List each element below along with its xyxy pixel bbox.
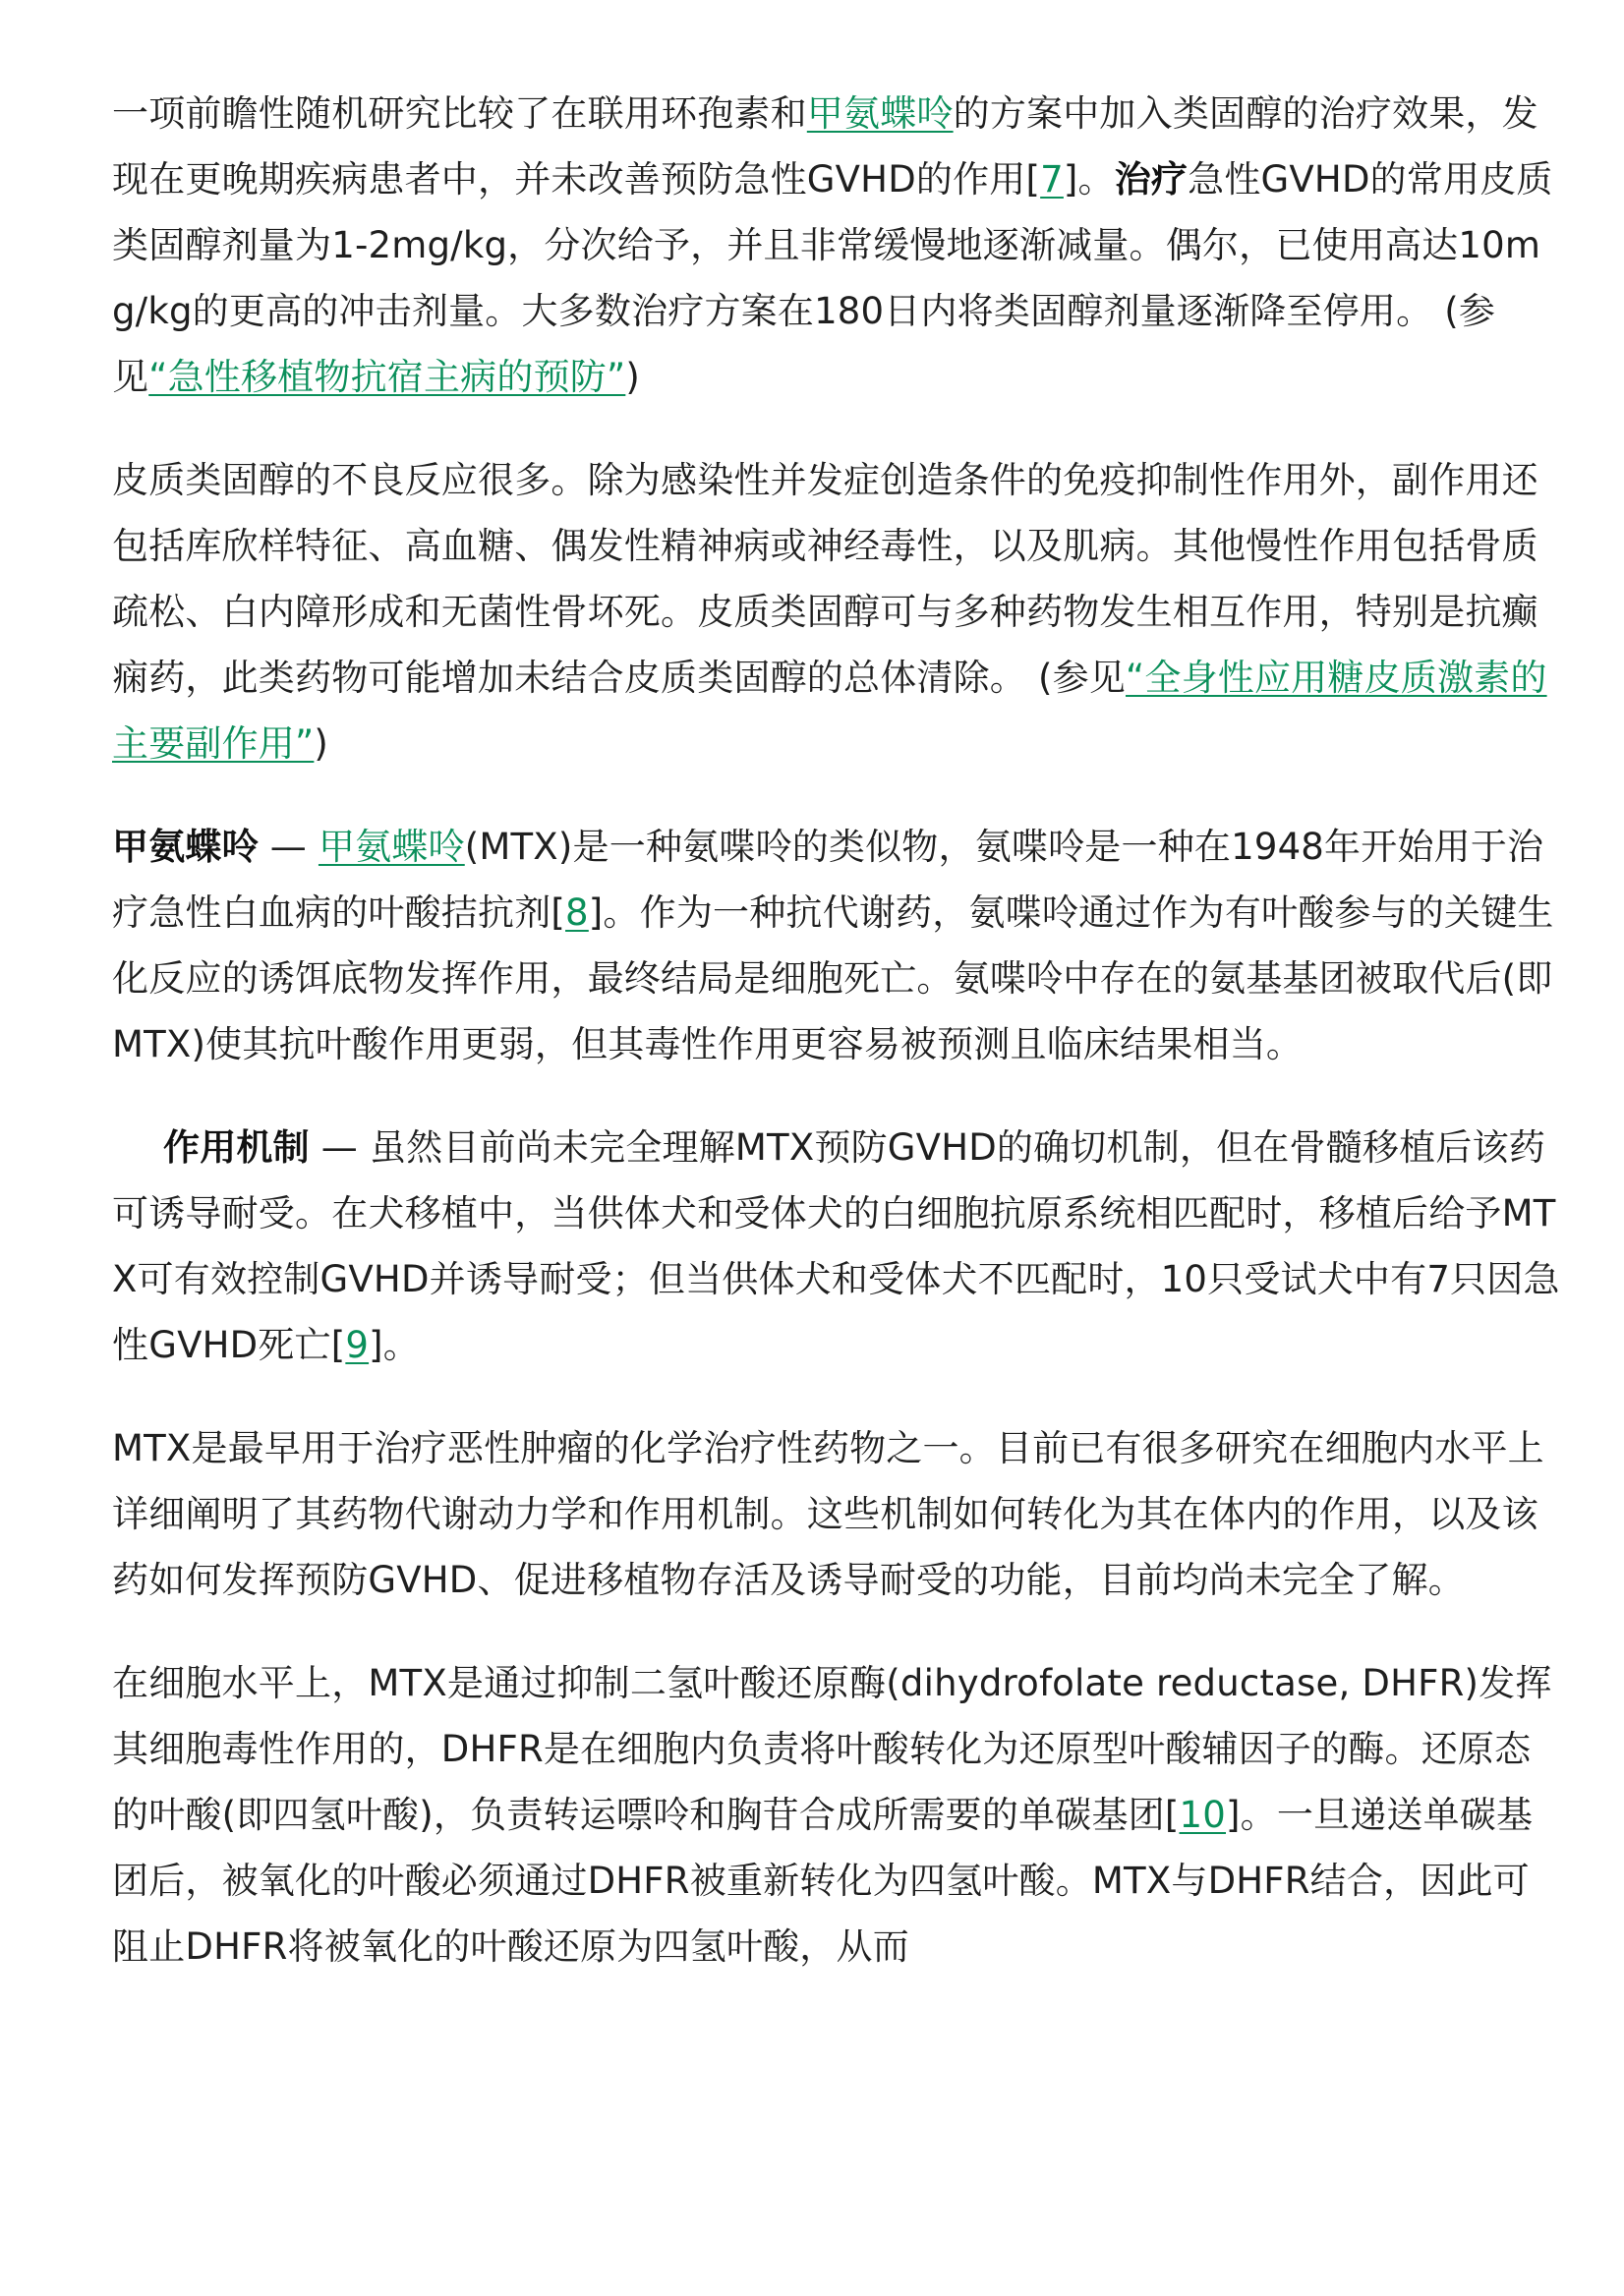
reference-link-9[interactable]: 9 (345, 1324, 370, 1366)
paragraph-steroid-treatment (112, 81, 1565, 410)
link-acute-gvhd-prevention[interactable]: “急性移植物抗宿主病的预防” (148, 356, 626, 398)
paragraph-mechanism (112, 1115, 1565, 1378)
paragraph-mtx-history (112, 1415, 1565, 1613)
text-segment: ]。 (369, 1324, 420, 1366)
text-segment: ) (625, 356, 640, 398)
section-heading-mechanism: 作用机制 (163, 1126, 310, 1169)
paragraph-cellular-level (112, 1650, 1565, 1980)
text-segment: 皮质类固醇的不良反应很多。除为感染性并发症创造条件的免疫抑制性作用外，副作用还包括库欣样特征、高血糖、偶发性精神病或神经毒性，以及肌病。其他慢性作用包括骨质疏松、白内障形成和无菌性骨坏死。皮质类固醇可与多种药物发生相互作用，特别是抗癫痫药，此类药物可能增加未结合皮质类固醇的总体清除。 (参见 (112, 459, 1538, 699)
section-heading-methotrexate: 甲氨蝶呤 (112, 826, 259, 868)
reference-link-7[interactable]: 7 (1040, 158, 1064, 201)
paragraph-methotrexate (112, 814, 1565, 1077)
reference-link-10[interactable]: 10 (1179, 1794, 1226, 1836)
text-segment: ]。 (1063, 158, 1115, 201)
heading-dash: — (309, 1126, 370, 1169)
reference-link-8[interactable]: 8 (565, 891, 589, 934)
text-segment: 在细胞水平上，MTX是通过抑制二氢叶酸还原酶(dihydrofolate reductase, DHFR)发挥其细胞毒性作用的，DHFR是在细胞内负责将叶酸转化为还原型叶酸辅因子的酶。还原态的叶酸(即四氢叶酸)，负责转运嘌呤和胸苷合成所需要的单碳基团[ (112, 1662, 1552, 1836)
heading-dash: — (258, 826, 319, 868)
link-methotrexate-drug[interactable]: 甲氨蝶呤 (318, 826, 465, 868)
text-segment: 虽然目前尚未完全理解MTX预防GVHD的确切机制，但在骨髓移植后该药可诱导耐受。在犬移植中，当供体犬和受体犬的白细胞抗原系统相匹配时，移植后给予MTX可有效控制GVHD并诱导耐受；但当供体犬和受体犬不匹配时，10只受试犬中有7只因急性GVHD死亡[ (112, 1126, 1560, 1366)
text-segment: 的方案中加入类固醇的治疗效果，发现在更晚期疾病患者中，并未改善预防急性GVHD的作用[ (112, 92, 1538, 201)
text-segment: (MTX)是一种氨喋呤的类似物，氨喋呤是一种在1948年开始用于治疗急性白血病的叶酸拮抗剂[ (112, 826, 1544, 934)
text-segment: 急性GVHD的常用皮质类固醇剂量为1-2mg/kg，分次给予，并且非常缓慢地逐渐减量。偶尔，已使用高达10mg/kg的更高的冲击剂量。大多数治疗方案在180日内将类固醇剂量逐渐降至停用。 (参见 (112, 158, 1553, 398)
text-segment: ]。一旦递送单碳基团后，被氧化的叶酸必须通过DHFR被重新转化为四氢叶酸。MTX与DHFR结合，因此可阻止DHFR将被氧化的叶酸还原为四氢叶酸，从而 (112, 1794, 1534, 1968)
text-segment: ]。作为一种抗代谢药，氨喋呤通过作为有叶酸参与的关键生化反应的诱饵底物发挥作用，最终结局是细胞死亡。氨喋呤中存在的氨基基团被取代后(即MTX)使其抗叶酸作用更弱，但其毒性作用更容易被预测且临床结果相当。 (112, 891, 1554, 1065)
link-methotrexate[interactable]: 甲氨蝶呤 (806, 92, 954, 135)
paragraph-steroid-adverse-effects (112, 447, 1565, 776)
bold-term-treatment: 治疗 (1114, 158, 1189, 201)
link-glucocorticoid-side-effects[interactable]: “全身性应用糖皮质激素的主要副作用” (112, 657, 1547, 765)
text-segment: MTX是最早用于治疗恶性肿瘤的化学治疗性药物之一。目前已有很多研究在细胞内水平上详细阐明了其药物代谢动力学和作用机制。这些机制如何转化为其在体内的作用，以及该药如何发挥预防GVHD、促进移植物存活及诱导耐受的功能，目前均尚未完全了解。 (112, 1427, 1544, 1601)
text-segment: 一项前瞻性随机研究比较了在联用环孢素和 (112, 92, 807, 135)
text-segment: ) (314, 722, 329, 765)
